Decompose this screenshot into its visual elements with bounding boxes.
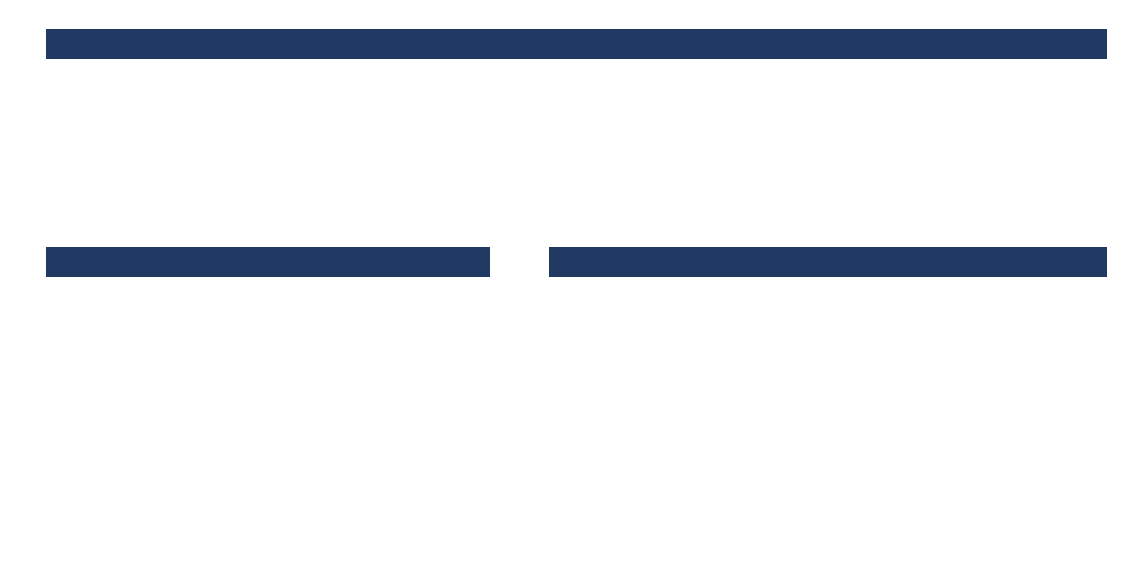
standard-config-header	[46, 247, 490, 277]
main-features-header	[46, 29, 1107, 59]
optional-config-header	[549, 247, 1107, 277]
